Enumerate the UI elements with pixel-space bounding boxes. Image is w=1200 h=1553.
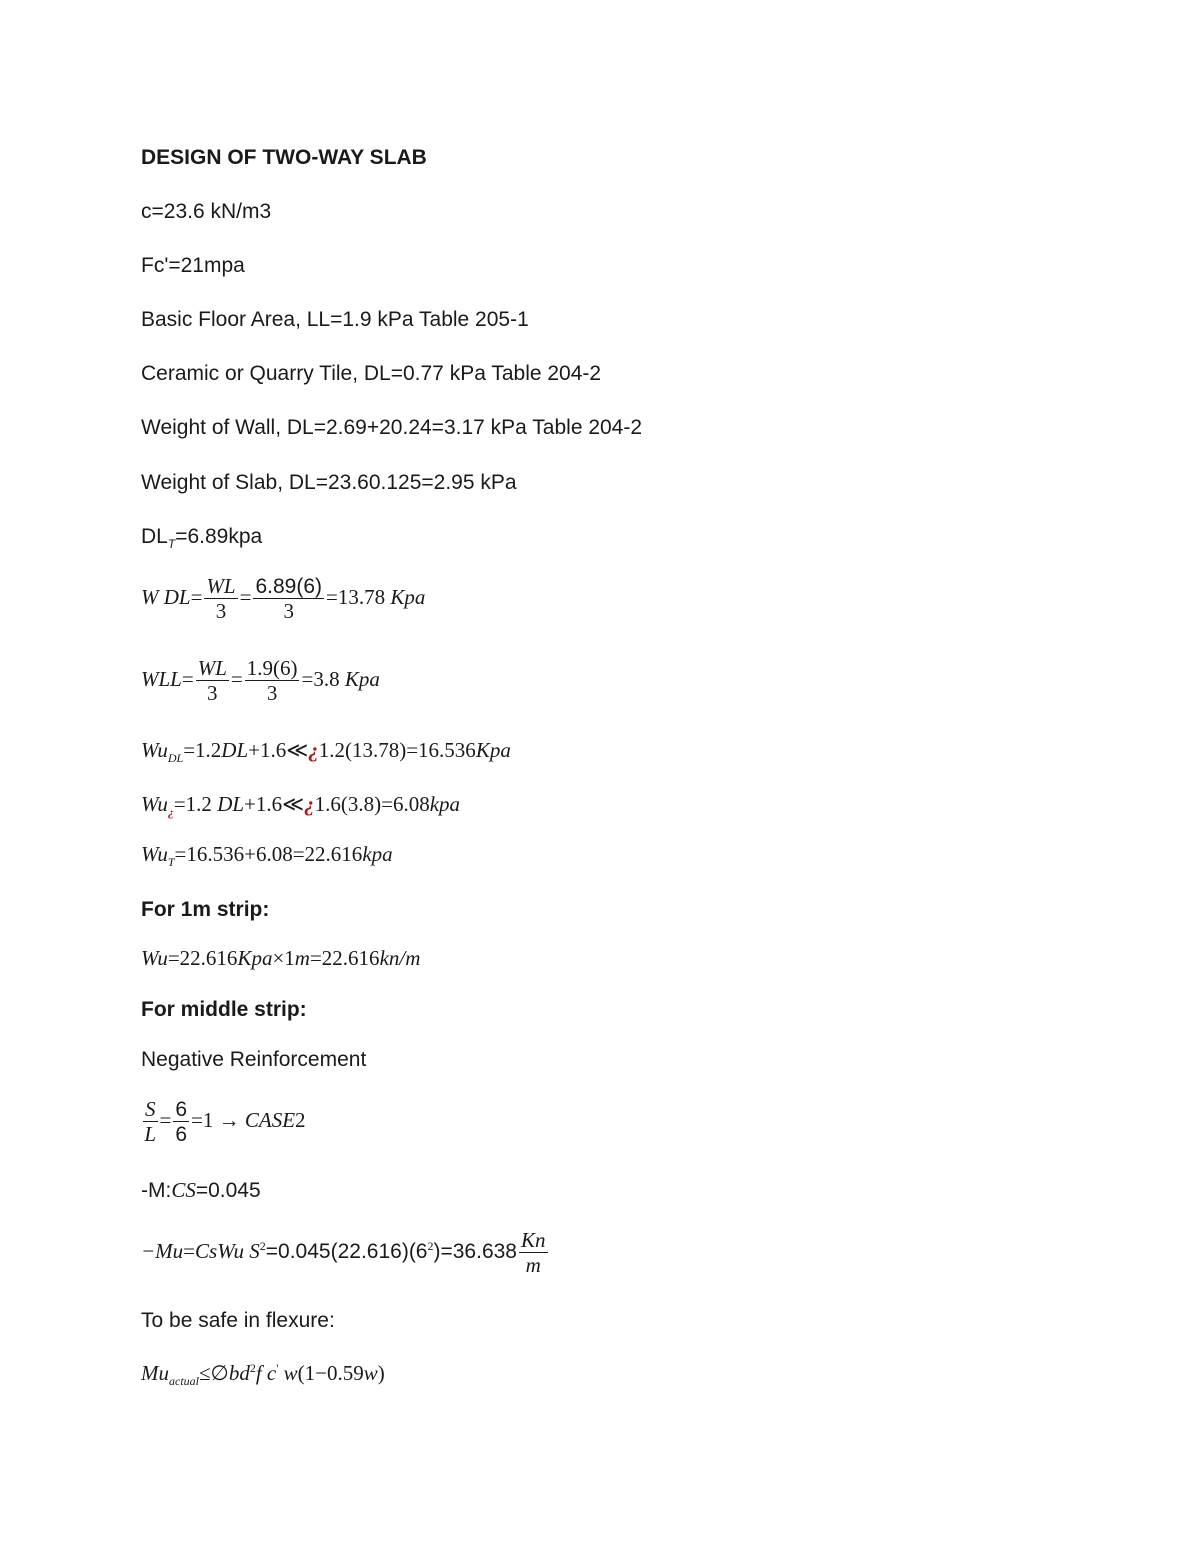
mu-rest2: )=36.638: [433, 1239, 517, 1263]
wu-ll-rest: 1.6(3.8)=6.08: [314, 792, 430, 816]
mu-six-square: 2: [427, 1238, 434, 1253]
flex-w2: w: [363, 1361, 378, 1385]
flex-fc: f c: [255, 1361, 277, 1385]
w-dl-frac1-den: 3: [215, 599, 227, 623]
w-dl-frac1-num: WL: [206, 574, 236, 598]
wu-t-base: Wu: [141, 842, 168, 866]
tile-load-line: Ceramic or Quarry Tile, DL=0.77 kPa Table 204-2: [141, 362, 602, 385]
wll-frac2-num: 1.9(6): [246, 656, 298, 680]
w-dl-frac2-num: 6.89(6): [255, 575, 323, 598]
ratio-eq1: =: [159, 1107, 172, 1132]
wll-frac1-den: 3: [207, 681, 218, 705]
equation-wu-ll: [141, 794, 460, 818]
mu-eq1: =: [183, 1238, 196, 1263]
equation-wu-1m: [141, 948, 420, 969]
flex-w: w: [283, 1361, 298, 1385]
wu-1m-times: ×1: [272, 946, 295, 970]
mu-unit-num: Kn: [521, 1228, 546, 1252]
document-title: DESIGN OF TWO-WAY SLAB: [141, 146, 427, 169]
cs-prefix: -M:: [141, 1179, 172, 1202]
w-dl-unit: Kpa: [390, 584, 426, 609]
wu-t-rest: =16.536+6.08=22.616: [174, 842, 363, 866]
equation-s-over-l: [141, 1099, 306, 1145]
equation-wu-t: [141, 844, 393, 868]
w-dl-result: =13.78: [326, 584, 386, 609]
wll-frac1-num: WL: [197, 656, 227, 680]
equation-flexure: [141, 1362, 385, 1387]
w-dl-fraction-2: [253, 576, 324, 622]
mu-lhs: −Mu: [141, 1238, 184, 1263]
dlt-subscript: T: [167, 537, 176, 551]
wu-1m-value: =22.616: [167, 946, 238, 970]
wu-dl-unit: Kpa: [475, 738, 511, 762]
dlt-value: =6.89kpa: [175, 525, 263, 548]
heading-1m-strip: For 1m strip:: [141, 898, 270, 921]
wu-1m-lhs: Wu: [141, 946, 168, 970]
wu-dl-mark: ¿: [308, 738, 319, 762]
total-dead-load-line: [141, 526, 262, 550]
wll-eq1: =: [181, 666, 194, 691]
ratio-num1: S: [145, 1097, 156, 1121]
ratio-den2: 6: [175, 1123, 188, 1146]
wll-eq2: =: [230, 666, 243, 691]
mu-rest1: =0.045(22.616)(6: [265, 1239, 428, 1263]
ratio-rest: =1 →: [191, 1107, 240, 1132]
ratio-den1: L: [144, 1122, 157, 1146]
w-dl-eq2: =: [239, 584, 252, 609]
wu-dl-subscript: DL: [167, 751, 184, 765]
wu-ll-mid2: +1.6≪: [244, 792, 305, 816]
wu-t-subscript: T: [167, 855, 175, 869]
flex-square: 2: [249, 1361, 256, 1375]
w-dl-frac2-den: 3: [283, 599, 294, 623]
mu-expr: CsWu S: [195, 1238, 260, 1263]
wu-ll-subscript: ¿: [167, 805, 174, 819]
wll-fraction-2: [245, 658, 300, 704]
equation-wll: [141, 658, 380, 704]
wu-1m-eq: =22.616: [309, 946, 380, 970]
mu-expr-square: 2: [259, 1238, 266, 1253]
w-dl-fraction-1: [204, 576, 237, 622]
wu-ll-dl: DL: [217, 792, 245, 816]
cs-symbol: CS: [171, 1178, 196, 1202]
wu-ll-mid1: =1.2: [173, 792, 212, 816]
equation-moment-coefficient: [141, 1180, 261, 1201]
wu-1m-unit1: Kpa: [237, 946, 273, 970]
mu-unit-fraction: [519, 1230, 548, 1276]
ratio-num2: 6: [175, 1098, 188, 1121]
wall-load-line: Weight of Wall, DL=2.69+20.24=3.17 kPa Table 204-2: [141, 416, 643, 439]
flex-rest: (1−0.59: [297, 1361, 364, 1385]
wu-dl-dl: DL: [221, 738, 249, 762]
ratio-case-no: 2: [295, 1107, 306, 1132]
w-dl-lhs: W DL: [141, 584, 191, 609]
wu-ll-base: Wu: [141, 792, 168, 816]
wu-ll-unit: kpa: [429, 792, 461, 816]
ratio-case: CASE: [244, 1107, 296, 1132]
flex-prime: ': [276, 1361, 279, 1375]
equation-negative-moment: [141, 1230, 550, 1276]
subheading-negative-reinforcement: Negative Reinforcement: [141, 1048, 367, 1071]
wu-1m-unit2: kn/m: [379, 946, 421, 970]
flex-rel: ≤∅: [199, 1361, 229, 1385]
wu-t-unit: kpa: [362, 842, 393, 866]
wu-1m-m: m: [294, 946, 310, 970]
unit-weight-line: c=23.6 kN/m3: [141, 200, 272, 223]
slab-load-line: Weight of Slab, DL=23.60.125=2.95 kPa: [141, 471, 517, 494]
flex-bd: bd: [228, 1361, 250, 1385]
live-load-line: Basic Floor Area, LL=1.9 kPa Table 205-1: [141, 308, 529, 331]
wll-lhs: WLL: [141, 666, 182, 691]
mu-unit-den: m: [525, 1253, 541, 1277]
equation-w-dl: [141, 576, 425, 622]
flexure-text: To be safe in flexure:: [141, 1309, 335, 1332]
wll-unit: Kpa: [344, 666, 380, 691]
cs-value: =0.045: [195, 1179, 261, 1202]
wll-frac2-den: 3: [266, 681, 278, 705]
heading-middle-strip: For middle strip:: [141, 998, 307, 1021]
wu-dl-mid2: +1.6≪: [248, 738, 309, 762]
wu-ll-mark: ¿: [304, 792, 315, 816]
wu-dl-base: Wu: [141, 738, 168, 762]
ratio-fraction-1: [143, 1099, 158, 1145]
w-dl-eq1: =: [190, 584, 203, 609]
wll-fraction-1: [196, 658, 229, 704]
flex-base: Mu: [141, 1361, 169, 1385]
wu-dl-rest: 1.2(13.78)=16.536: [318, 738, 476, 762]
wu-dl-mid1: =1.2: [183, 738, 222, 762]
flex-close: ): [377, 1361, 385, 1385]
wll-result: =3.8: [301, 666, 340, 691]
flex-subscript: actual: [169, 1374, 199, 1388]
equation-wu-dl: [141, 740, 511, 764]
dlt-prefix: DL: [141, 525, 168, 548]
fc-line: Fc'=21mpa: [141, 254, 245, 277]
ratio-fraction-2: [173, 1099, 189, 1145]
